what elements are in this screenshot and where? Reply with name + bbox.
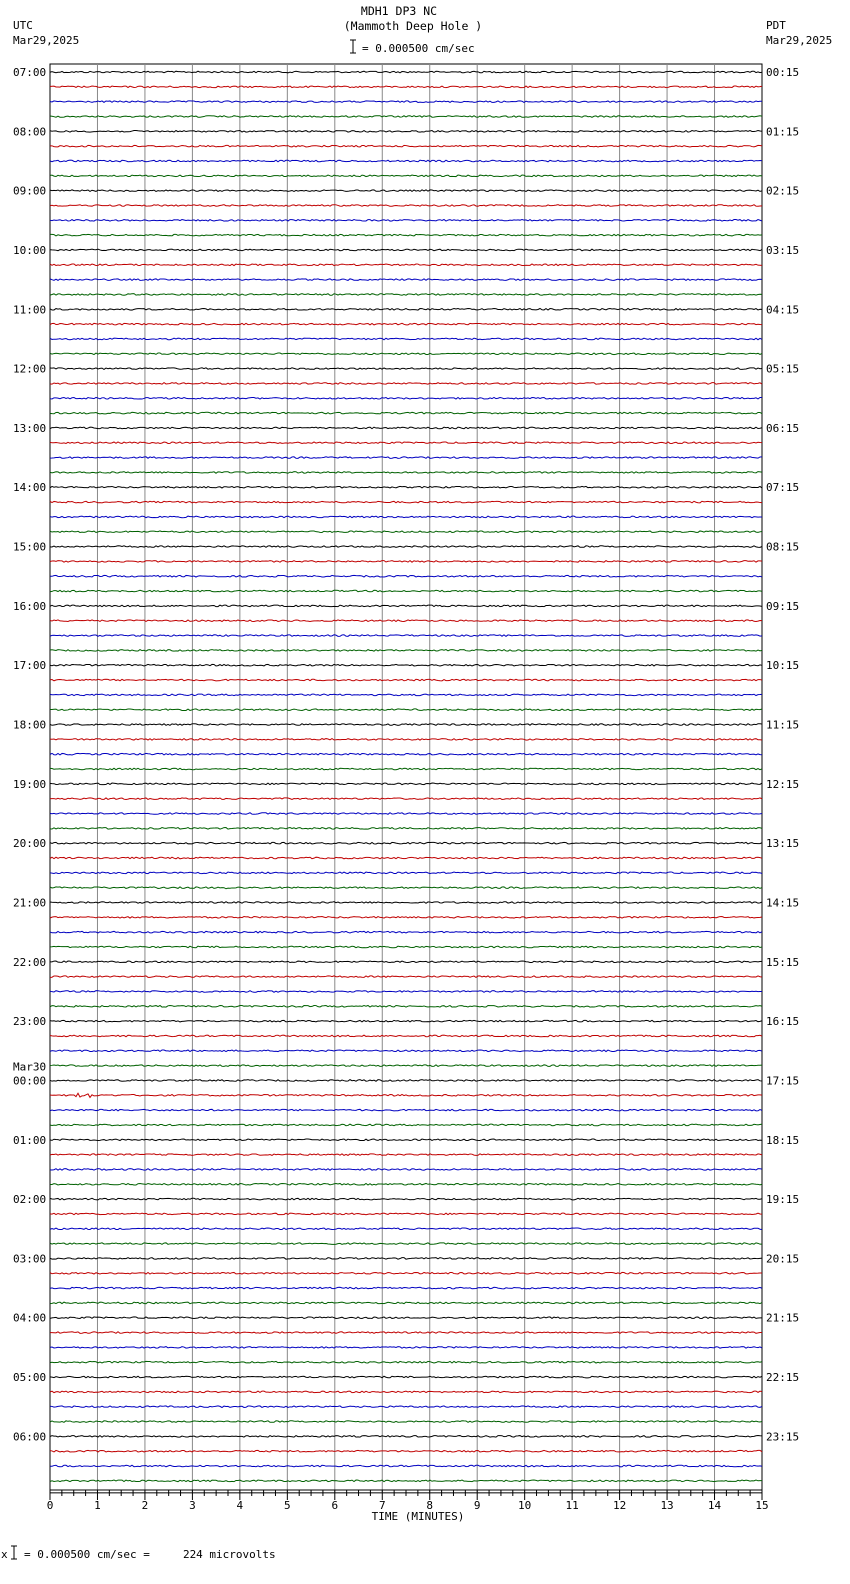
x-tick-label: 15 [755, 1499, 769, 1512]
seismic-trace [50, 961, 762, 963]
seismic-trace [50, 131, 762, 133]
seismic-trace [50, 1258, 762, 1260]
left-timezone: UTC [13, 19, 33, 32]
x-tick-label: 6 [331, 1499, 339, 1512]
utc-time-label: 22:00 [13, 955, 47, 969]
seismic-trace [50, 857, 762, 859]
footer-marker: x [1, 1548, 8, 1561]
seismic-trace [50, 71, 762, 73]
seismic-trace [50, 1169, 762, 1171]
seismic-trace [50, 160, 762, 162]
seismic-trace [50, 457, 762, 459]
seismic-trace [50, 798, 762, 800]
seismic-trace [50, 1421, 762, 1423]
utc-time-label: 10:00 [13, 243, 47, 257]
utc-time-label: 14:00 [13, 481, 47, 495]
seismic-trace [50, 768, 762, 770]
pdt-time-labels [766, 66, 799, 1443]
x-tick-label: 5 [284, 1499, 291, 1512]
pdt-time-label: 10:15 [766, 659, 800, 673]
x-tick-label: 1 [94, 1499, 101, 1512]
seismic-trace [50, 1139, 762, 1141]
seismic-trace [50, 308, 762, 310]
utc-time-label: 07:00 [13, 66, 47, 79]
pdt-time-label: 13:15 [766, 837, 800, 851]
station-subtitle: (Mammoth Deep Hole ) [343, 19, 483, 33]
seismic-trace [50, 679, 762, 681]
utc-time-label: 23:00 [13, 1015, 47, 1029]
pdt-time-label: 05:15 [766, 362, 800, 376]
utc-time-label: 19:00 [13, 777, 47, 791]
right-timezone: PDT [766, 19, 786, 32]
x-tick-label: 3 [189, 1499, 196, 1512]
pdt-time-label: 14:15 [766, 896, 800, 910]
seismic-trace [50, 739, 762, 741]
seismic-trace [50, 635, 762, 637]
seismic-trace [50, 753, 762, 755]
utc-time-label: 09:00 [13, 184, 47, 198]
seismic-trace [50, 101, 762, 103]
x-tick-label: 13 [660, 1499, 674, 1512]
seismic-trace [50, 516, 762, 518]
pdt-time-label: 20:15 [766, 1252, 800, 1266]
seismic-trace [50, 338, 762, 340]
seismic-trace [50, 1361, 762, 1363]
seismic-trace [50, 590, 762, 592]
seismic-trace [50, 116, 762, 118]
pdt-time-label: 06:15 [766, 421, 800, 435]
pdt-time-label: 02:15 [766, 184, 800, 198]
x-tick-label: 10 [518, 1499, 532, 1512]
seismic-trace [50, 1243, 762, 1245]
seismic-trace [50, 294, 762, 296]
right-date: Mar29,2025 [766, 34, 833, 47]
pdt-time-label: 11:15 [766, 718, 800, 732]
seismic-trace [50, 427, 762, 429]
x-tick-label: 0 [46, 1499, 54, 1512]
seismic-trace [50, 1213, 762, 1215]
station-title: MDH1 DP3 NC [360, 4, 438, 18]
seismic-trace [50, 1050, 762, 1052]
seismic-trace [50, 1035, 762, 1037]
utc-time-label: 02:00 [13, 1193, 47, 1207]
seismic-trace [50, 1154, 762, 1156]
seismic-trace [50, 664, 762, 666]
seismic-trace [50, 323, 762, 325]
seismic-trace [50, 368, 762, 370]
seismic-trace [50, 412, 762, 414]
seismic-trace [50, 1020, 762, 1022]
seismic-trace [50, 991, 762, 993]
seismic-trace [50, 872, 762, 874]
utc-time-label: 06:00 [13, 1430, 47, 1444]
seismic-trace [50, 1450, 762, 1452]
seismic-trace [50, 249, 762, 251]
pdt-time-label: 16:15 [766, 1015, 800, 1029]
seismic-trace [50, 397, 762, 399]
seismic-trace [50, 1005, 762, 1007]
seismic-trace [50, 383, 762, 385]
seismic-trace [50, 783, 762, 785]
pdt-time-label: 09:15 [766, 599, 800, 613]
seismic-trace [50, 234, 762, 236]
utc-date-label: Mar30 [13, 1060, 47, 1074]
seismic-trace [50, 175, 762, 177]
seismic-trace [50, 1332, 762, 1334]
seismic-trace [50, 1391, 762, 1393]
seismic-trace [50, 190, 762, 192]
x-tick-label: 12 [612, 1499, 627, 1512]
utc-time-label: 16:00 [13, 599, 47, 613]
seismic-trace [50, 546, 762, 548]
seismic-trace [50, 931, 762, 933]
x-tick-label: 8 [426, 1499, 434, 1512]
utc-time-label: 21:00 [13, 896, 47, 910]
x-axis-label: TIME (MINUTES) [371, 1510, 465, 1523]
pdt-time-label: 15:15 [766, 955, 800, 969]
seismic-trace [50, 1080, 762, 1082]
seismic-trace [50, 1287, 762, 1289]
seismic-trace [50, 694, 762, 696]
utc-time-label: 12:00 [13, 362, 47, 376]
seismic-trace [50, 724, 762, 726]
seismic-trace [50, 813, 762, 815]
utc-time-label: 04:00 [13, 1311, 47, 1325]
seismic-trace [50, 1347, 762, 1349]
plot-grid [50, 64, 762, 1493]
seismic-trace [50, 828, 762, 830]
seismic-trace [50, 442, 762, 444]
x-tick-label: 7 [378, 1499, 386, 1512]
scale-text: = 0.000500 cm/sec [362, 42, 475, 55]
seismic-trace [50, 1228, 762, 1230]
pdt-time-label: 21:15 [766, 1311, 800, 1325]
utc-time-label: 01:00 [13, 1133, 47, 1147]
pdt-time-label: 07:15 [766, 481, 800, 495]
x-tick-label: 14 [707, 1499, 722, 1512]
seismic-trace [50, 1109, 762, 1111]
seismic-trace [50, 1480, 762, 1482]
seismic-trace [50, 1376, 762, 1378]
pdt-time-label: 22:15 [766, 1371, 800, 1385]
x-tick-label: 9 [473, 1499, 481, 1512]
seismic-trace [50, 887, 762, 889]
utc-time-labels [13, 66, 46, 1443]
seismic-trace [50, 1436, 762, 1438]
utc-time-label: 11:00 [13, 303, 47, 317]
utc-time-label: 05:00 [13, 1371, 47, 1385]
pdt-time-label: 23:15 [766, 1430, 800, 1444]
utc-time-label: 13:00 [13, 421, 47, 435]
pdt-time-label: 03:15 [766, 243, 800, 257]
seismic-trace [50, 1272, 762, 1274]
utc-time-label: 18:00 [13, 718, 47, 732]
x-tick-label: 11 [565, 1499, 579, 1512]
seismic-trace [50, 1065, 762, 1067]
footer-scale-icon [1, 1546, 17, 1561]
seismic-trace [50, 353, 762, 355]
scale-bar-icon [350, 40, 356, 53]
seismic-trace [50, 220, 762, 222]
utc-time-label: 20:00 [13, 837, 47, 851]
seismic-trace [50, 1317, 762, 1319]
seismic-trace [50, 1406, 762, 1408]
seismic-trace [50, 902, 762, 904]
seismic-trace [50, 472, 762, 474]
seismic-trace [50, 264, 762, 266]
seismic-trace [50, 946, 762, 948]
utc-time-label: 15:00 [13, 540, 47, 554]
pdt-time-label: 18:15 [766, 1133, 800, 1147]
trace-group [50, 71, 762, 1481]
utc-time-label: 00:00 [13, 1074, 47, 1088]
x-tick-label: 4 [236, 1499, 244, 1512]
seismic-trace [50, 1183, 762, 1185]
left-date: Mar29,2025 [13, 34, 80, 47]
seismic-trace [50, 1124, 762, 1126]
pdt-time-label: 04:15 [766, 303, 800, 317]
pdt-time-label: 19:15 [766, 1193, 800, 1207]
seismic-trace [50, 1093, 762, 1097]
seismic-trace [50, 976, 762, 978]
seismic-trace [50, 917, 762, 919]
pdt-time-label: 08:15 [766, 540, 800, 554]
seismic-trace [50, 531, 762, 533]
pdt-time-label: 01:15 [766, 125, 800, 139]
utc-time-label: 03:00 [13, 1252, 47, 1266]
seismic-trace [50, 279, 762, 281]
seismic-trace [50, 205, 762, 207]
seismic-trace [50, 561, 762, 563]
pdt-time-label: 12:15 [766, 777, 800, 791]
seismic-trace [50, 1302, 762, 1304]
seismic-trace [50, 709, 762, 711]
seismic-trace [50, 1465, 762, 1467]
seismic-trace [50, 605, 762, 607]
seismic-trace [50, 1198, 762, 1200]
seismic-trace [50, 501, 762, 503]
footer-scale-text: = 0.000500 cm/sec = 224 microvolts [24, 1548, 276, 1561]
pdt-time-label: 17:15 [766, 1074, 800, 1088]
x-tick-label: 2 [141, 1499, 149, 1512]
seismic-trace [50, 842, 762, 844]
utc-time-label: 08:00 [13, 125, 47, 139]
seismic-trace [50, 486, 762, 488]
seismic-trace [50, 86, 762, 88]
pdt-time-label: 00:15 [766, 66, 800, 79]
seismic-trace [50, 145, 762, 147]
seismic-trace [50, 650, 762, 652]
seismic-trace [50, 620, 762, 622]
utc-time-label: 17:00 [13, 659, 47, 673]
plot-frame [50, 64, 762, 1493]
seismic-trace [50, 575, 762, 577]
